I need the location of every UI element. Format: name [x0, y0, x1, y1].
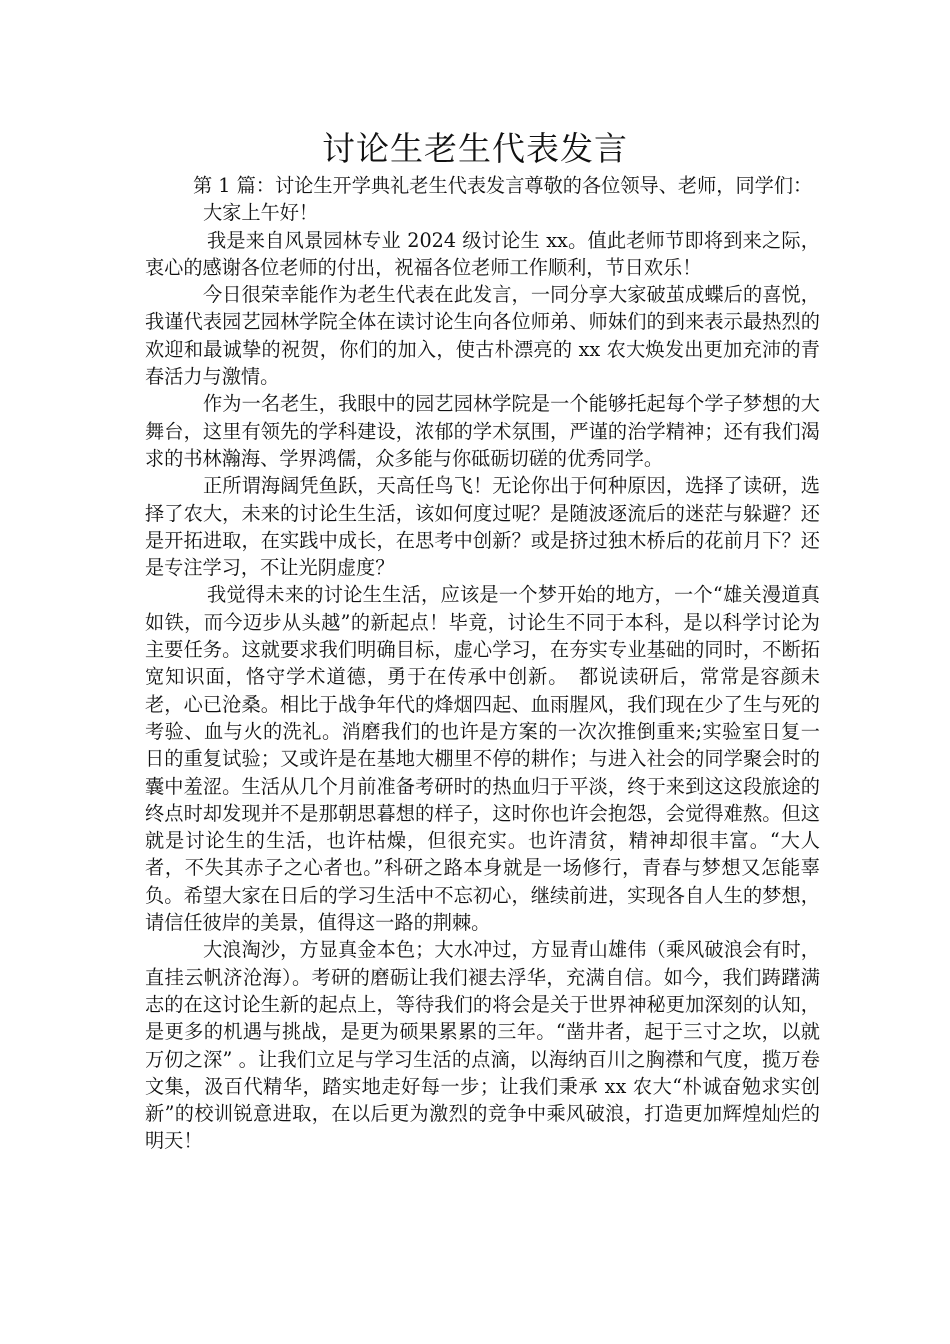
paragraph-choice: 正所谓海阔凭鱼跃，天高任鸟飞！无论你出于何种原因，选择了读研，选择了农大，未来的讨论生生活，该如何度过呢？是随波逐流后的迷茫与躲避？还是开拓进取，在实践中成长，在思考中创新？或是挤过独木桥后的花前月下？还是专注学习，不让光阴虚度？: [145, 474, 820, 580]
paragraph-closing: 大浪淘沙，方显真金本色；大水冲过，方显青山雄伟（乘风破浪会有时，直挂云帆济沧海）。考研的磨砺让我们褪去浮华，充满自信。如今，我们踌躇满志的在这讨论生新的起点上，等待我们的将会是关于世界神秘更加深刻的认知，是更多的机遇与挑战，是更为硕果累累的三年。“凿井者，起于三寸之坎，以就万仞之深” 。让我们立足与学习生活的点滴，以海纳百川之胸襟和气度，揽万卷文集，汲百代精华，踏实地走好每一步；让我们秉承 xx 农大“朴诚奋勉求实创新”的校训锐意进取，在以后更为激烈的竞争中乘风破浪，打造更加辉煌灿烂的明天！: [145, 938, 820, 1153]
document-title: 讨论生老生代表发言: [322, 129, 628, 168]
paragraph-college: 作为一名老生，我眼中的园艺园林学院是一个能够托起每个学子梦想的大舞台，这里有领先的学科建设，浓郁的学术氛围，严谨的治学精神；还有我们渴求的书林瀚海、学界鸿儒，众多能与你砥砺切磋的优秀同学。: [145, 392, 820, 470]
paragraph-welcome: 今日很荣幸能作为老生代表在此发言，一同分享大家破茧成蝶后的喜悦，我谨代表园艺园林学院全体在读讨论生向各位师弟、师妹们的到来表示最热烈的欢迎和最诚挚的祝贺，你们的加入，使古朴漂亮的 xx 农大焕发出更加充沛的青春活力与激情。: [145, 283, 820, 389]
paragraph-self-introduction: 我是来自风景园林专业 2024 级讨论生 xx。值此老师节即将到来之际，衷心的感谢各位老师的付出，祝福各位老师工作顺利，节日欢乐！: [145, 228, 820, 279]
paragraph-greeting: 大家上午好！: [203, 201, 319, 225]
document-body: [145, 172, 820, 1155]
paragraph-intro: 第 1 篇：讨论生开学典礼老生代表发言尊敬的各位领导、老师，同学们：: [193, 174, 813, 197]
paragraph-graduate-life: 我觉得未来的讨论生生活，应该是一个梦开始的地方，一个“雄关漫道真如铁，而今迈步从头越”的新起点！毕竟，讨论生不同于本科，是以科学讨论为主要任务。这就要求我们明确目标，虚心学习，在夯实专业基础的同时，不断拓宽知识面，恪守学术道德，勇于在传承中创新。 都说读研后，常常是容颜未老，心已沧桑。相比于战争年代的烽烟四起、血雨腥风，我们现在少了生与死的考验、血与火的洗礼。消磨我们的也许是方案的一次次推倒重来;实验室日复一日的重复试验；又或许是在基地大棚里不停的耕作；与进入社会的同学聚会时的囊中羞涩。生活从几个月前准备考研时的热血归于平淡，终于来到这这段旅途的终点时却发现并不是那朝思暮想的样子，这时你也许会抱怨，会觉得难熬。但这就是讨论生的生活，也许枯燥，但很充实。也许清贫，精神却很丰富。“大人者，不失其赤子之心者也。”科研之路本身就是一场修行，青春与梦想又怎能辜负。希望大家在日后的学习生活中不忘初心，继续前进，实现各自人生的梦想，请信任彼岸的美景，值得这一路的荆棘。: [145, 583, 820, 935]
